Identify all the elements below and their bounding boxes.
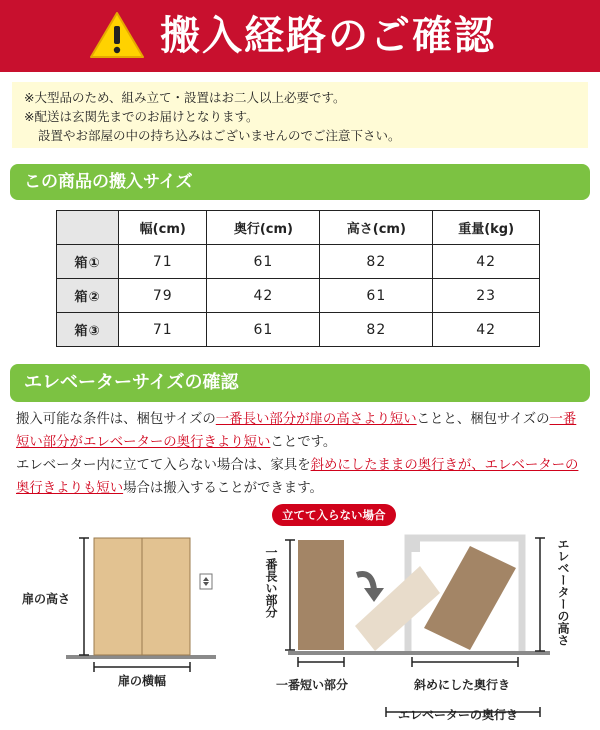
- label-longest: 一番長い部分: [264, 546, 278, 618]
- label-elevator-height: エレベーターの高さ: [556, 538, 570, 646]
- desc-highlight-longest: 一番長い部分が扉の高さより短い: [215, 412, 417, 427]
- cell-depth: 42: [207, 279, 320, 313]
- door-panel-left: [94, 538, 142, 655]
- cell-height: 82: [320, 313, 433, 347]
- cell-width: 79: [119, 279, 207, 313]
- desc-text: エレベーター内に立てて入らない場合は、家具を: [16, 458, 311, 473]
- cell-width: 71: [119, 245, 207, 279]
- cell-weight: 42: [433, 245, 540, 279]
- desc-text: ことです。: [270, 435, 337, 450]
- notice-line-2: ※配送は玄関先までのお届けとなります。: [24, 109, 259, 124]
- row-label: 箱②: [57, 279, 119, 313]
- section-elevator-size: エレベーターサイズの確認: [10, 364, 590, 402]
- page-header: [0, 0, 600, 72]
- rotate-arrow-icon: [357, 574, 374, 590]
- header-depth: 奥行(cm): [207, 211, 320, 245]
- notice-line-1: ※大型品のため、組み立て・設置はお二人以上必要です。: [24, 90, 346, 105]
- table-row: [57, 245, 540, 279]
- table-row: [57, 279, 540, 313]
- cell-height: 61: [320, 279, 433, 313]
- diagram-graphics: [0, 498, 600, 730]
- elevator-diagram: [0, 498, 600, 730]
- condition-description: [16, 408, 586, 500]
- cell-weight: 23: [433, 279, 540, 313]
- cell-depth: 61: [207, 313, 320, 347]
- label-shortest: 一番短い部分: [276, 678, 349, 692]
- label-elevator-depth: エレベーターの奥行き: [398, 708, 519, 722]
- floor-line-right: [288, 651, 550, 655]
- label-diagonal: 斜めにした奥行き: [414, 678, 511, 692]
- cell-depth: 61: [207, 245, 320, 279]
- notice-box: [12, 82, 588, 148]
- furniture-standing: [298, 540, 344, 650]
- header-width: 幅(cm): [119, 211, 207, 245]
- desc-text: 場合は搬入することができます。: [123, 481, 323, 496]
- cell-weight: 42: [433, 313, 540, 347]
- elevator-button-icon: [200, 574, 212, 589]
- warning-icon: [88, 10, 146, 60]
- door-panel-right: [142, 538, 190, 655]
- desc-text: ことと、梱包サイズの: [416, 412, 550, 427]
- table-row: [57, 313, 540, 347]
- desc-text: 搬入可能な条件は、梱包サイズの: [16, 412, 216, 427]
- cell-height: 82: [320, 245, 433, 279]
- page-title: 搬入経路のご確認: [160, 13, 496, 59]
- label-door-width: 扉の横幅: [118, 674, 167, 688]
- label-door-height: 扉の高さ: [22, 592, 71, 606]
- table-corner: [57, 211, 119, 245]
- section-product-size: この商品の搬入サイズ: [10, 164, 590, 200]
- badge-cannot-stand: 立てて入らない場合: [272, 504, 396, 526]
- table-header-row: [57, 211, 540, 245]
- furniture-tilted: [424, 546, 516, 650]
- cell-width: 71: [119, 313, 207, 347]
- size-table: [56, 210, 540, 347]
- desc-highlight-shortest: 一番短い部分がエレベーターの奥行きより短い: [16, 412, 577, 450]
- row-label: 箱③: [57, 313, 119, 347]
- row-label: 箱①: [57, 245, 119, 279]
- header-height: 高さ(cm): [320, 211, 433, 245]
- notice-line-3: 設置やお部屋の中の持ち込みはございませんのでご注意下さい。: [38, 128, 401, 143]
- desc-highlight-diagonal: 斜めにしたままの奥行きが、エレベーターの奥行きよりも短い: [16, 458, 579, 496]
- header-weight: 重量(kg): [433, 211, 540, 245]
